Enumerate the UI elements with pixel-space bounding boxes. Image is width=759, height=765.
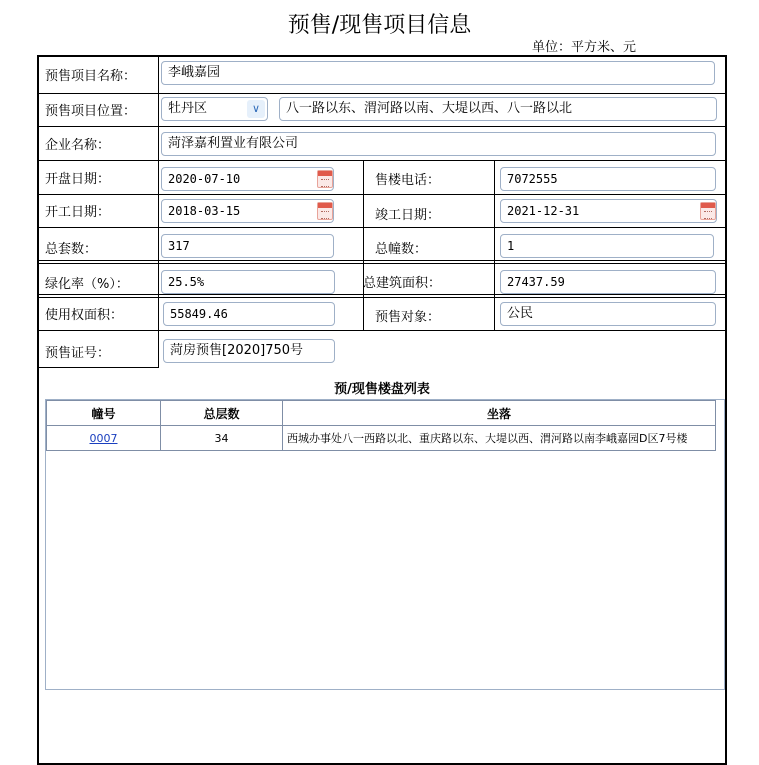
open-date-value: 2020-07-10 [168,172,241,186]
district-selected-value: 牡丹区 [168,101,208,116]
completion-date-label: 竣工日期： [375,208,441,223]
project-name-field[interactable]: 李峨嘉园 [161,61,715,85]
open-date-label: 开盘日期： [45,172,111,187]
total-buildings-label: 总幢数： [375,242,428,257]
start-date-value: 2018-03-15 [168,204,241,218]
row-divider [37,126,727,127]
district-select[interactable] [161,97,268,121]
total-units-field[interactable]: 317 [161,234,334,258]
sale-target-field[interactable]: 公民 [500,302,716,326]
open-date-field[interactable] [161,167,334,191]
row-divider [37,160,727,161]
company-name-label: 企业名称： [45,138,111,153]
row-divider [37,227,727,228]
project-name-label: 预售项目名称： [45,69,137,84]
column-header-floors[interactable]: 总层数 [161,401,283,426]
column-header-building[interactable]: 幢号 [47,401,161,426]
green-rate-label: 绿化率（%）： [45,277,129,292]
row-divider [37,297,727,298]
building-link[interactable]: 0007 [89,431,118,445]
col-divider [158,55,159,368]
completion-date-value: 2021-12-31 [507,204,580,218]
calendar-icon[interactable] [700,202,716,220]
sale-target-label: 预售对象： [375,310,441,325]
project-location-label: 预售项目位置： [45,104,137,119]
total-units-label: 总套数： [45,242,98,257]
row-divider [37,294,727,295]
sales-phone-field[interactable]: 7072555 [500,167,716,191]
col-divider [363,160,364,330]
column-header-location[interactable]: 坐落 [283,401,716,426]
row-divider [37,367,158,368]
sales-phone-label: 售楼电话： [375,173,441,188]
row-divider [37,93,727,94]
land-area-field[interactable]: 55849.46 [163,302,335,326]
building-list-grid [45,399,725,690]
cell-building [47,426,161,451]
cell-floors: 34 [161,426,283,451]
total-area-field[interactable]: 27437.59 [500,270,716,294]
row-divider [37,330,727,331]
start-date-field[interactable] [161,199,334,223]
building-table [46,400,716,451]
page-title: 预售/现售项目信息 [287,13,472,38]
permit-no-label: 预售证号： [45,346,111,361]
total-area-label: 总建筑面积： [363,276,442,291]
completion-date-field[interactable] [500,199,717,223]
row-divider [37,260,727,261]
land-area-label: 使用权面积： [45,308,124,323]
company-name-field[interactable]: 菏泽嘉利置业有限公司 [161,132,716,156]
grid-scrollbar[interactable] [715,400,725,424]
start-date-label: 开工日期： [45,205,111,220]
list-title: 预/现售楼盘列表 [334,382,430,397]
unit-note: 单位：平方米、元 [532,40,637,55]
table-row [47,426,716,451]
project-address-field[interactable]: 八一路以东、渭河路以南、大堤以西、八一路以北 [279,97,717,121]
table-header-row [47,401,716,426]
permit-no-field[interactable]: 菏房预售[2020]750号 [163,339,335,363]
calendar-icon[interactable] [317,170,333,188]
col-divider [494,160,495,330]
cell-location: 西城办事处八一西路以北、重庆路以东、大堤以西、渭河路以南李峨嘉园D区7号楼 [283,426,716,451]
chevron-down-icon: ∨ [247,100,265,118]
green-rate-field[interactable]: 25.5% [161,270,335,294]
calendar-icon[interactable] [317,202,333,220]
row-divider [37,263,727,264]
row-divider [37,194,727,195]
total-buildings-field[interactable]: 1 [500,234,714,258]
